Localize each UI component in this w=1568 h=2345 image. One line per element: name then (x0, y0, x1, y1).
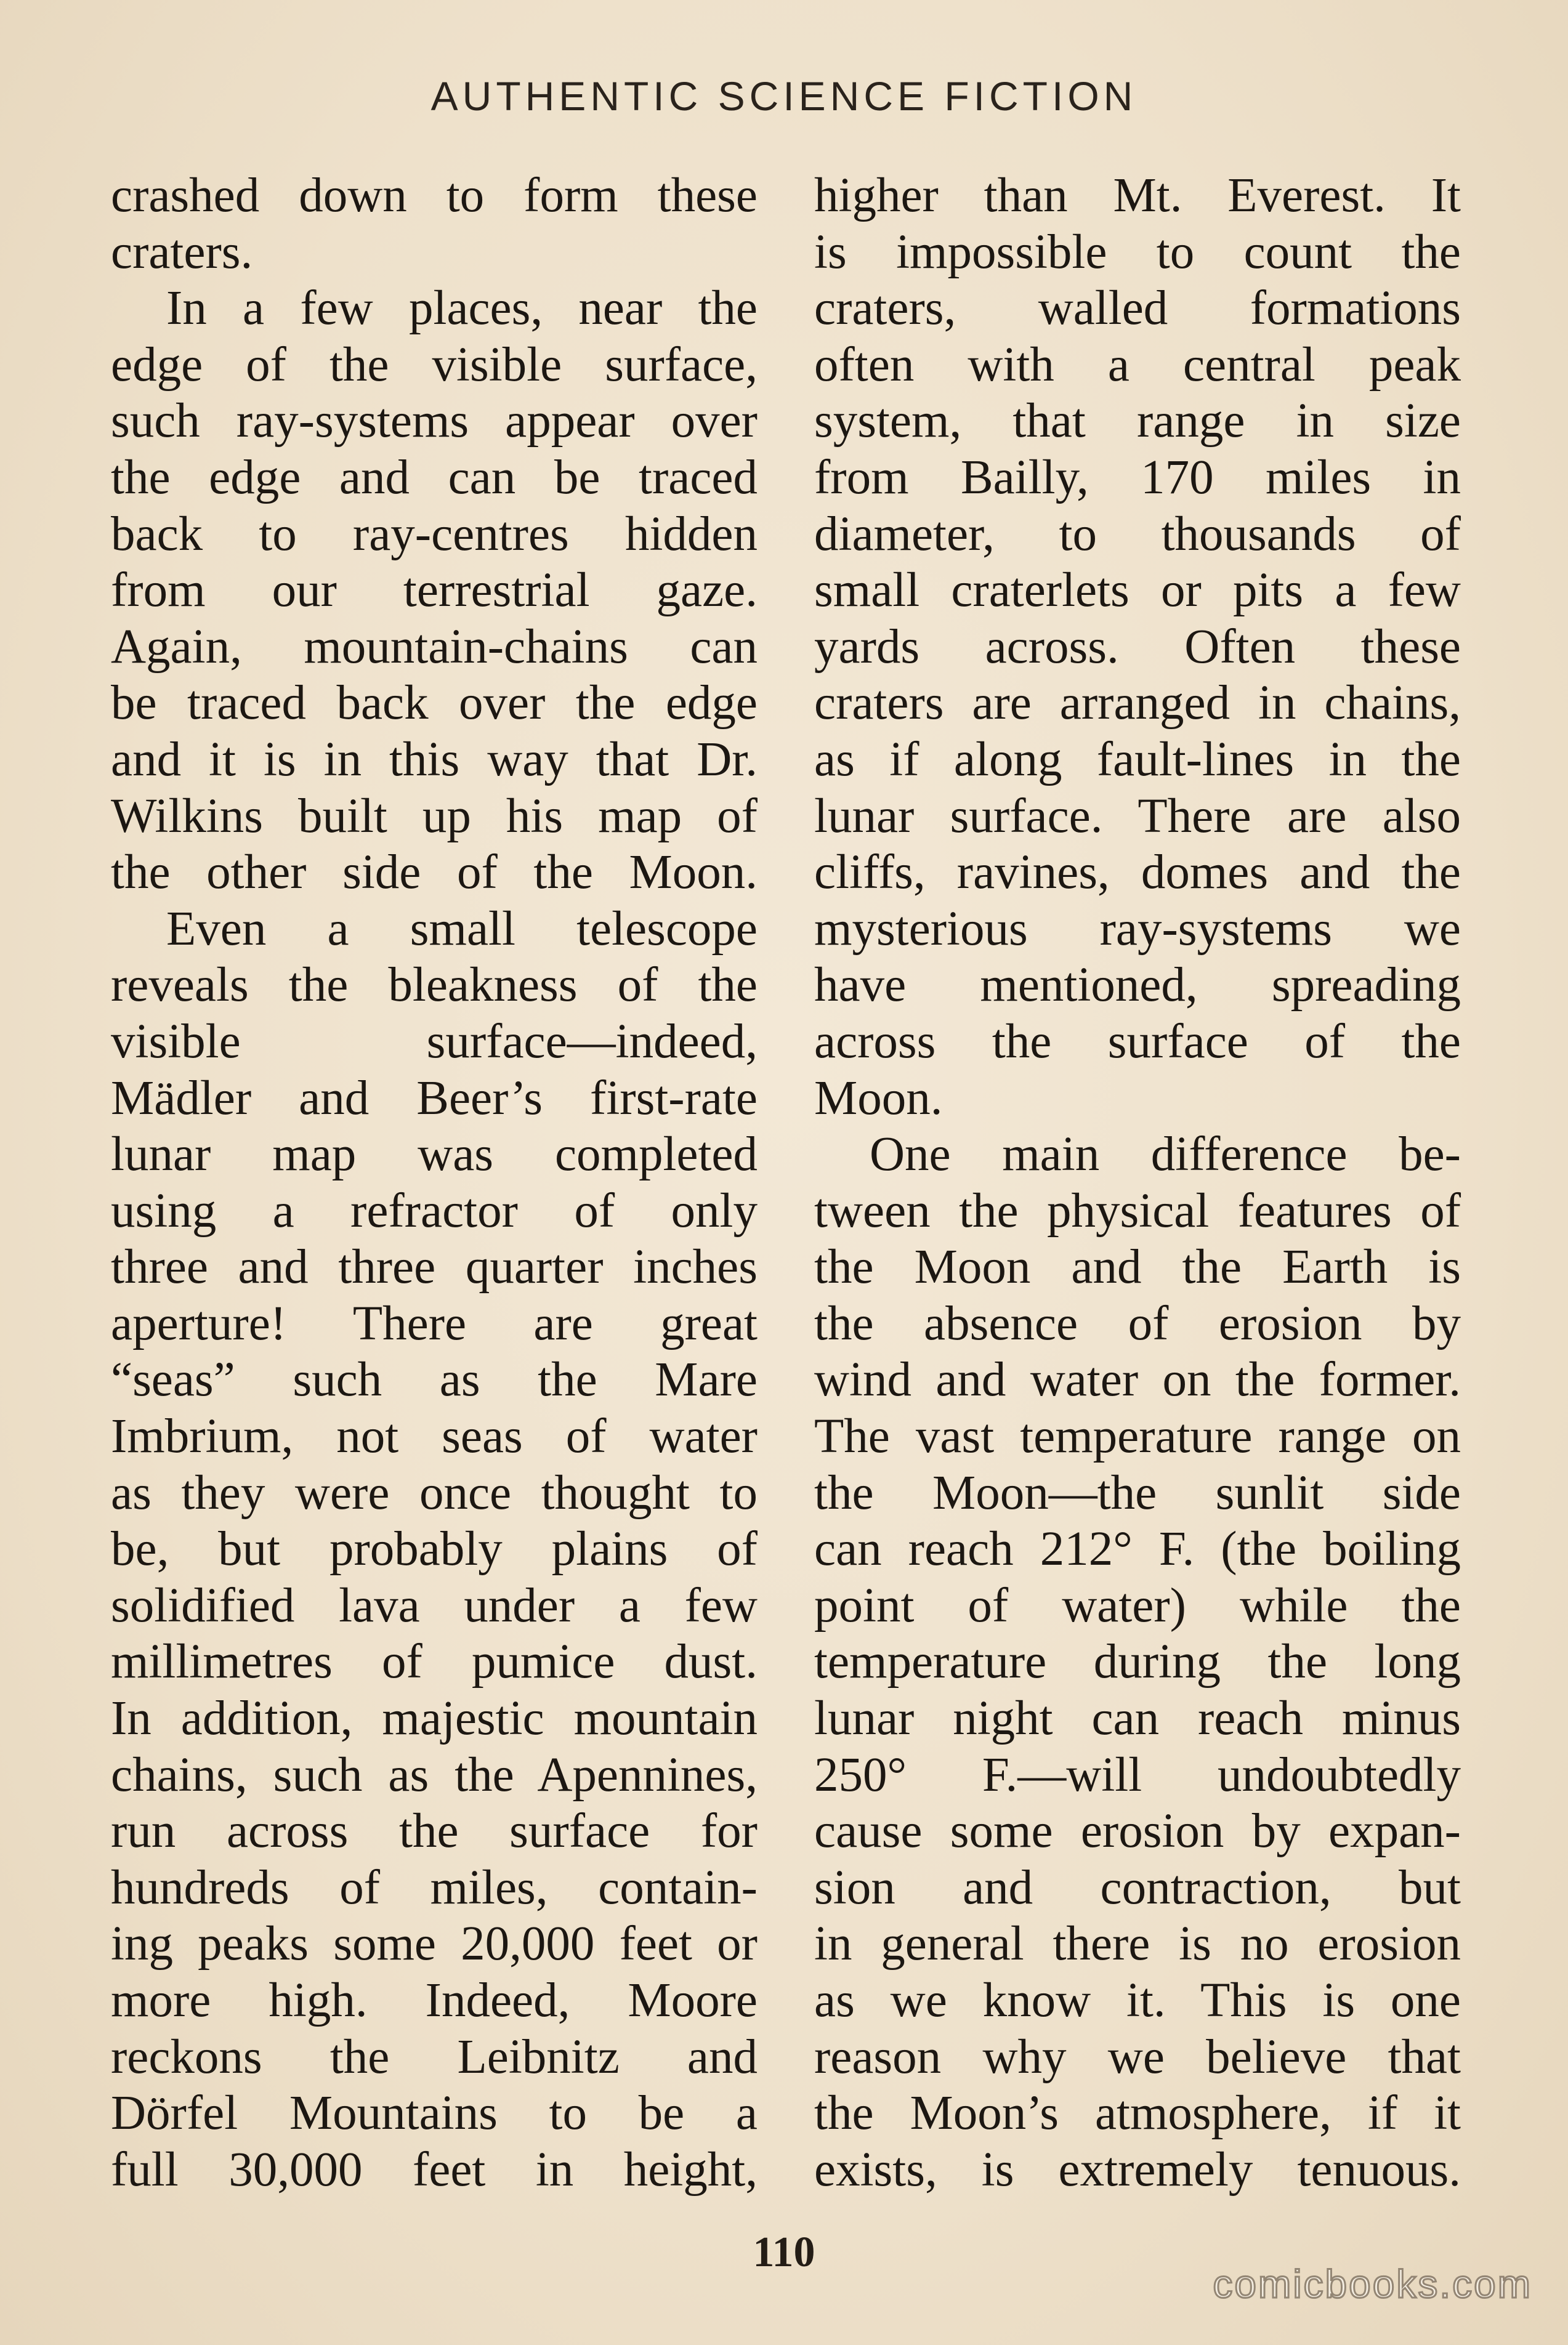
text-line: lunar surface. There are also (814, 789, 1461, 843)
text-line: as if along fault-lines in the (814, 732, 1461, 786)
text-line: In addition, majestic mountain (111, 1692, 758, 1746)
text-line: mysterious ray-systems we (814, 902, 1461, 956)
text-line: millimetres of pumice dust. (111, 1635, 758, 1689)
text-line: often with a central peak (814, 337, 1461, 392)
text-line: have mentioned, spreading (814, 958, 1461, 1012)
running-head: AUTHENTIC SCIENCE FICTION (430, 73, 1138, 119)
text-line: point of water) while the (814, 1578, 1461, 1633)
text-line: visible surface—indeed, (111, 1014, 758, 1068)
text-line: aperture! There are great (111, 1296, 758, 1350)
text-line: as we know it. This is one (814, 1974, 1461, 2027)
text-line: exists, is extremely tenuous. (814, 2142, 1461, 2197)
text-line: Imbrium, not seas of water (111, 1410, 758, 1464)
text-line: tween the physical features of (814, 1184, 1461, 1238)
text-line: the Moon—the sunlit side (814, 1466, 1461, 1520)
left-column (111, 168, 758, 2198)
text-line: One main difference be- (870, 1128, 1461, 1182)
text-line: Moon. (814, 1071, 943, 1125)
text-line: run across the surface for (111, 1804, 758, 1859)
text-line: wind and water on the former. (814, 1353, 1461, 1407)
text-line: using a refractor of only (111, 1184, 758, 1238)
text-line: small craterlets or pits a few (814, 563, 1461, 618)
text-line: lunar night can reach minus (814, 1692, 1461, 1746)
watermark: comicbooks.com (1213, 2262, 1532, 2306)
text-line: full 30,000 feet in height, (111, 2142, 758, 2197)
text-line: back to ray-centres hidden (111, 507, 758, 561)
text-line: be traced back over the edge (111, 676, 758, 730)
text-line: three and three quarter inches (111, 1240, 758, 1294)
text-line: lunar map was completed (111, 1128, 758, 1182)
text-line: Again, mountain-chains can (111, 620, 758, 674)
text-line: can reach 212° F. (the boiling (814, 1522, 1461, 1576)
text-line: Dörfel Mountains to be a (111, 2086, 758, 2141)
text-line: more high. Indeed, Moore (111, 1974, 758, 2027)
text-line: “seas” such as the Mare (111, 1353, 758, 1407)
page-number: 110 (753, 2229, 815, 2276)
text-line: reason why we believe that (814, 2030, 1461, 2084)
text-line: edge of the visible surface, (111, 337, 758, 392)
text-line: system, that range in size (814, 394, 1461, 448)
text-line: Mädler and Beer’s first-rate (111, 1071, 758, 1125)
text-line: the absence of erosion by (814, 1296, 1461, 1350)
text-line: such ray-systems appear over (111, 394, 758, 448)
text-line: from our terrestrial gaze. (111, 563, 758, 618)
text-line: from Bailly, 170 miles in (814, 450, 1461, 504)
text-line: craters are arranged in chains, (814, 676, 1461, 730)
text-line: solidified lava under a few (111, 1578, 758, 1633)
text-line: in general there is no erosion (814, 1917, 1461, 1971)
text-line: reckons the Leibnitz and (111, 2030, 758, 2084)
text-line: the Moon’s atmosphere, if it (814, 2086, 1461, 2141)
text-line: chains, such as the Apennines, (111, 1748, 758, 1802)
text-line: craters, walled formations (814, 281, 1461, 336)
text-line: crashed down to form these (111, 169, 758, 222)
text-line: sion and contraction, but (814, 1860, 1461, 1915)
text-line: Wilkins built up his map of (111, 789, 758, 843)
text-line: 250° F.—will undoubtedly (814, 1748, 1461, 1802)
right-column (814, 168, 1461, 2198)
text-line: Even a small telescope (166, 902, 758, 956)
text-line: yards across. Often these (814, 620, 1461, 674)
text-line: across the surface of the (814, 1014, 1461, 1068)
text-line: and it is in this way that Dr. (111, 732, 758, 786)
text-line: hundreds of miles, contain- (111, 1860, 758, 1915)
text-line: cause some erosion by expan- (814, 1804, 1461, 1859)
text-line: craters. (111, 225, 253, 279)
text-line: the edge and can be traced (111, 450, 758, 504)
text-line: diameter, to thousands of (814, 507, 1461, 561)
text-line: reveals the bleakness of the (111, 958, 758, 1012)
text-line: as they were once thought to (111, 1466, 758, 1520)
text-line: The vast temperature range on (814, 1410, 1461, 1464)
text-line: cliffs, ravines, domes and the (814, 846, 1461, 900)
text-line: the other side of the Moon. (111, 846, 758, 900)
text-line: higher than Mt. Everest. It (814, 169, 1461, 222)
text-line: is impossible to count the (814, 225, 1461, 279)
text-line: be, but probably plains of (111, 1522, 758, 1576)
text-line: ing peaks some 20,000 feet or (111, 1917, 758, 1971)
text-line: the Moon and the Earth is (814, 1240, 1461, 1294)
text-line: In a few places, near the (166, 281, 758, 336)
text-line: temperature during the long (814, 1635, 1461, 1689)
